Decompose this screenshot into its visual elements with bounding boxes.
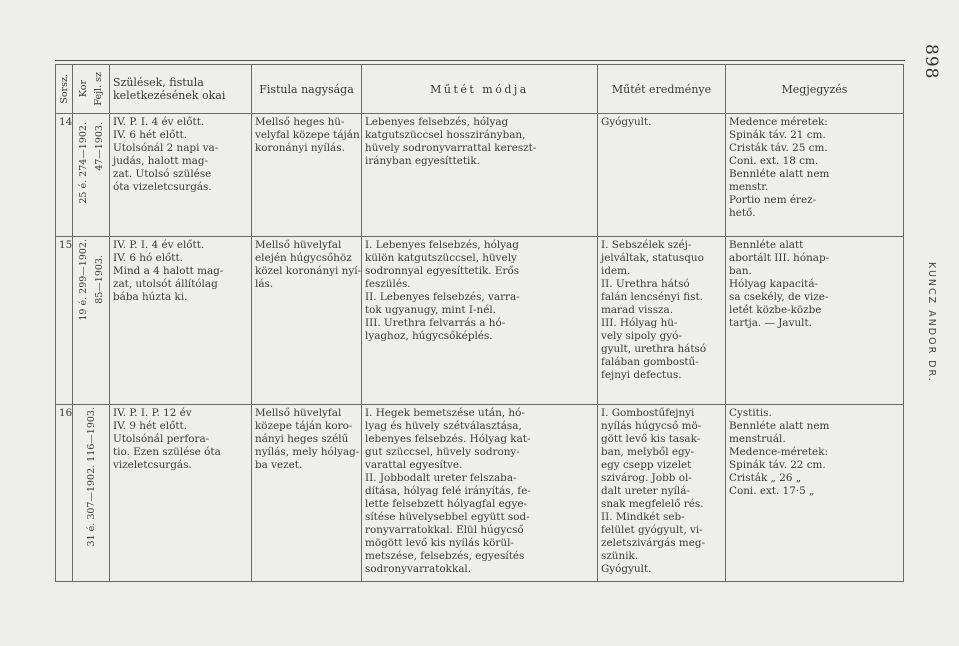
row-fistula: Mellső hüvelyfal elején húgycsőhöz közel koronányi nyí- lás. xyxy=(252,237,362,405)
row-births: IV. P. I. P. 12 év IV. 9 hét előtt. Utolsónál perfora- tio. Ezen szülése óta vizeletcsurgás. xyxy=(110,405,252,582)
row-age: 19 é. 299—1902. 85—1903. xyxy=(73,237,110,405)
row-age: 31 é. 307—1902. 116—1903. xyxy=(73,405,110,582)
row-fistula: Mellső heges hü- velyfal közepe táján koronányi nyílás. xyxy=(252,114,362,237)
row-operation: Lebenyes felsebzés, hólyag katgutszüccsel hosszirányban, hüvely sodronyvarrattal kereszt- irányban egyesíttetik. xyxy=(362,114,598,237)
row-number: 14 xyxy=(56,114,73,237)
row-age: 25 é. 274—1902. 47—1903. xyxy=(73,114,110,237)
row-result: I. Gombostűfejnyi nyílás húgycső mö- gött levő kis tasak- ban, melyből egy- egy csepp vizelet szivárog. Jobb ol- dalt ureter nyílá- snak megfelelő rés. II. Mindkét seb- felület gyógyult, vi- zeletszivárgás meg- szünik. Gyógyult. xyxy=(598,405,726,582)
row-notes: Cystitis. Bennléte alatt nem menstruál. Medence-méretek: Spinák táv. 22 cm. Cristák „ 26 „ Coni. ext. 17·5 „ xyxy=(726,405,904,582)
top-rule xyxy=(55,60,905,61)
case-table xyxy=(55,64,904,582)
table-row xyxy=(56,405,904,582)
header-megjegyzes: Megjegyzés xyxy=(726,65,904,114)
row-notes: Bennléte alatt abortált III. hónap- ban. Hólyag kapacitá- sa csekély, de vize- letét közbe-közbe tartja. — Javult. xyxy=(726,237,904,405)
row-operation: I. Hegek bemetszése után, hó- lyag és hüvely szétválasztása, lebenyes felsebzés. Hólyag kat- gut szüccsel, hüvely sodrony- varattal egyesítve. II. Jobbodalt ureter felszaba- dítása, hólyag felé irányítás, fe- lette felsebzett hólyagfal egye- sítése hüvelysebbel együtt sod- ronyvarratokkal. Elül húgycső mögött levő kis nyílás körül- metszése, felsebzés, egyesítés sodronyvarratokkal. xyxy=(362,405,598,582)
table-row xyxy=(56,237,904,405)
row-operation: I. Lebenyes felsebzés, hólyag külön katgutszüccsel, hüvely sodronnyal egyesíttetik. Erős feszülés. II. Lebenyes felsebzés, varra- tok ugyanugy, mint I-nél. III. Urethra felvarrás a hó- lyaghoz, húgycsőképlés. xyxy=(362,237,598,405)
row-births: IV. P. I. 4 év előtt. IV. 6 hó előtt. Mind a 4 halott mag- zat, utolsót állítólag bába húzta ki. xyxy=(110,237,252,405)
row-fistula: Mellső hüvelyfal közepe táján koro- nányi heges szélű nyílás, mely hólyag- ba vezet. xyxy=(252,405,362,582)
header-fistula: Fistula nagysága xyxy=(252,65,362,114)
page-number: 898 xyxy=(921,44,941,80)
table-row xyxy=(56,114,904,237)
header-mutet: Műtét módja xyxy=(362,65,598,114)
row-notes: Medence méretek: Spinák táv. 21 cm. Cristák táv. 25 cm. Coni. ext. 18 cm. Bennléte alatt nem menstr. Portio nem érez- hető. xyxy=(726,114,904,237)
row-number: 15 xyxy=(56,237,73,405)
library-stamp: KUNCZ ANDOR DR. xyxy=(926,262,937,383)
header-szulesek: Szülések, fistula keletkezésének okai xyxy=(110,65,252,114)
row-result: I. Sebszélek széj- jelváltak, statusquo idem. II. Urethra hátsó falán lencsényi fist. marad vissza. III. Hólyag hü- vely sipoly gyó- gyult, urethra hátsó falában gombostű- fejnyi defectus. xyxy=(598,237,726,405)
row-result: Gyógyult. xyxy=(598,114,726,237)
header-row xyxy=(56,65,904,114)
row-births: IV. P. I. 4 év előtt. IV. 6 hét előtt. Utolsónál 2 napi va- judás, halott mag- zat. Utolsó szülése óta vizeletcsurgás. xyxy=(110,114,252,237)
header-kor: Kor Fejl. sz xyxy=(73,65,110,114)
header-sorsz: Sorsz. xyxy=(56,65,73,114)
row-number: 16 xyxy=(56,405,73,582)
header-eredmeny: Műtét eredménye xyxy=(598,65,726,114)
